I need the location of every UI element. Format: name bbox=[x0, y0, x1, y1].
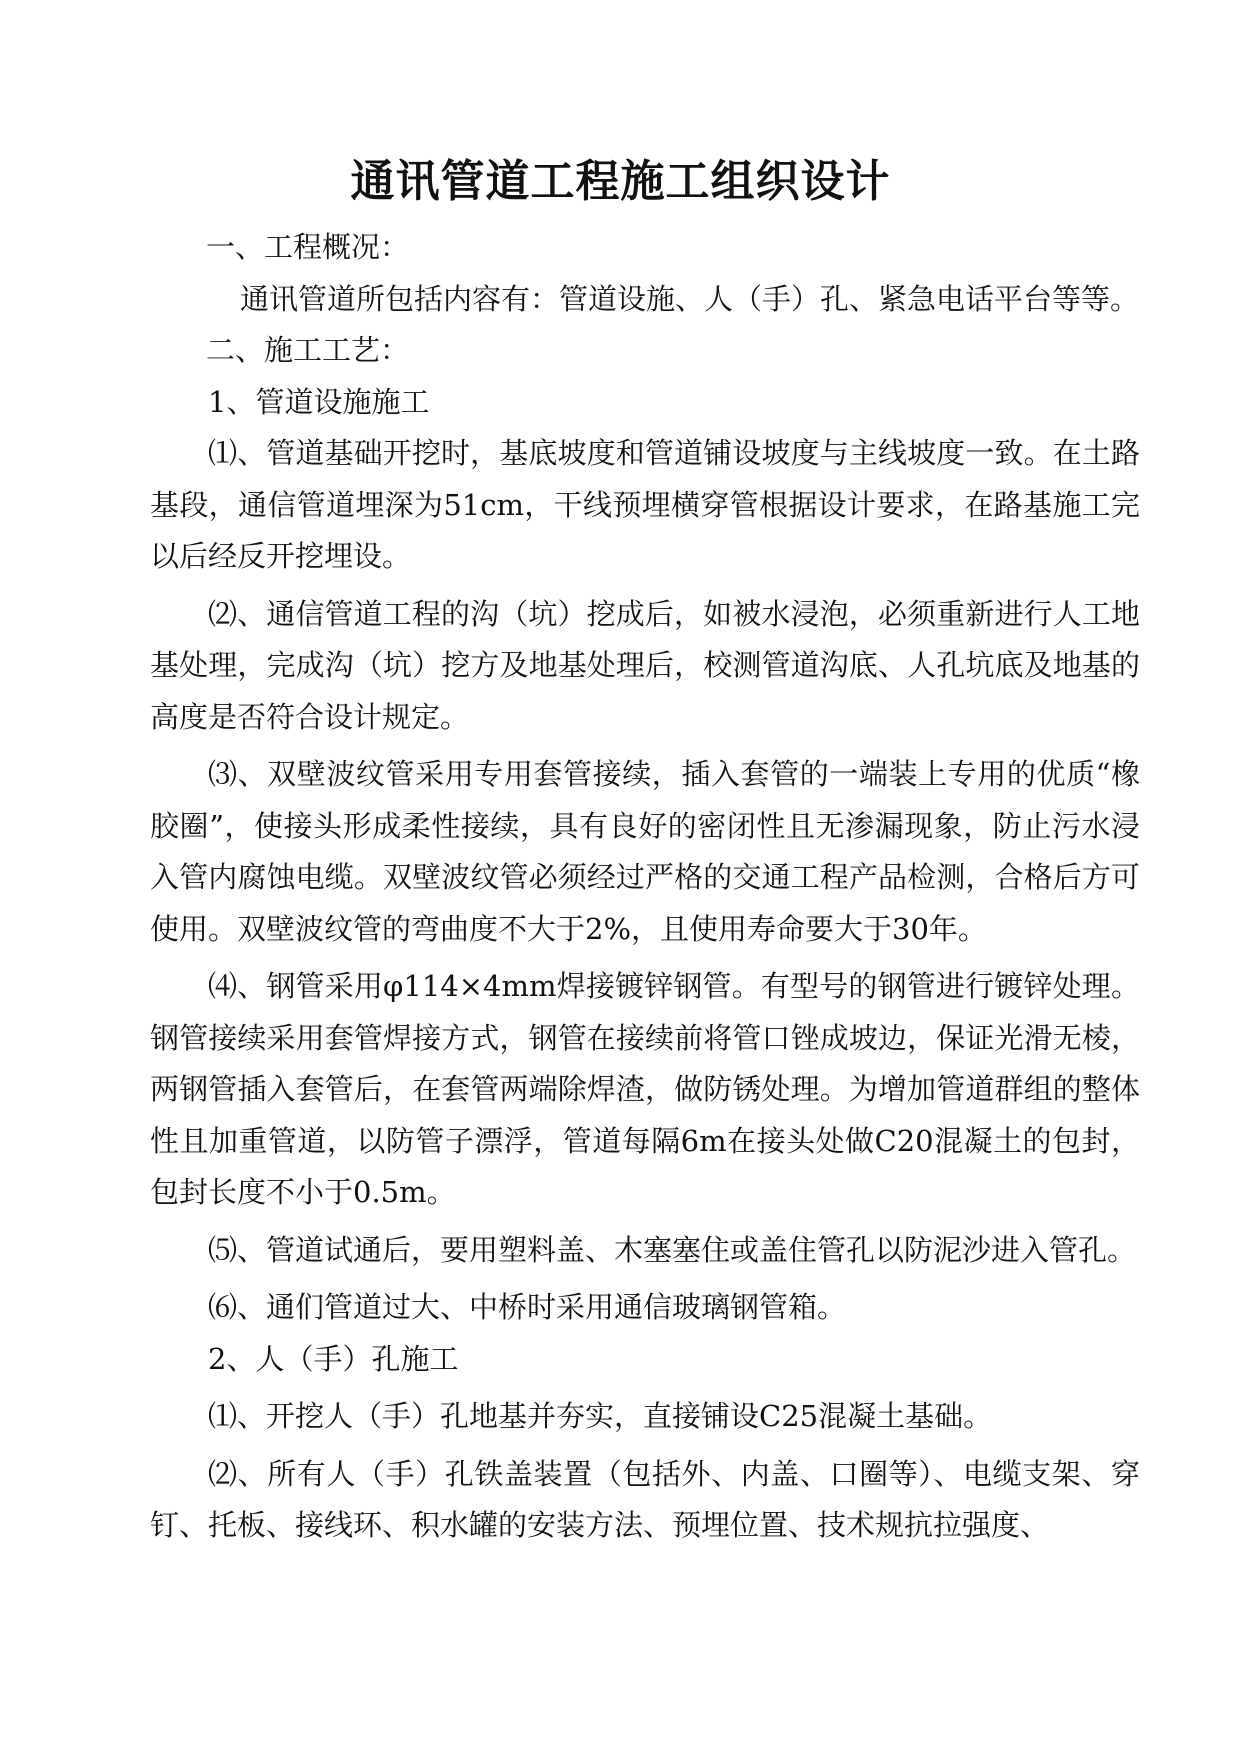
manhole-item-2: ⑵、所有人（手）孔铁盖装置（包括外、内盖、口圈等）、电缆支架、穿钉、托板、接线环、积水罐的安装方法、预埋位置、技术规抗拉强度、 bbox=[150, 1456, 1140, 1542]
pipeline-item-5: ⑸、管道试通后，要用塑料盖、木塞塞住或盖住管孔以防泥沙进入管孔。 bbox=[208, 1232, 1137, 1267]
subsection-heading-manhole: 2、人（手）孔施工 bbox=[208, 1341, 459, 1376]
pipeline-item-1: ⑴、管道基础开挖时，基底坡度和管道铺设坡度与主线坡度一致。在土路基段，通信管道埋深为51cm，干线预埋横穿管根据设计要求，在路基施工完以后经反开挖埋设。 bbox=[150, 436, 1140, 573]
document-body bbox=[150, 222, 1140, 1552]
manhole-item-1: ⑴、开挖人（手）孔地基并夯实，直接铺设C25混凝土基础。 bbox=[208, 1399, 993, 1433]
pipeline-item-2: ⑵、通信管道工程的沟（坑）挖成后，如被水浸泡，必须重新进行人工地基处理，完成沟（坑）挖方及地基处理后，校测管道沟底、人孔坑底及地基的高度是否符合设计规定。 bbox=[150, 596, 1140, 734]
subsection-heading-pipeline: 1、管道设施施工 bbox=[208, 384, 430, 419]
pipeline-item-6: ⑹、通们管道过大、中桥时采用通信玻璃钢管箱。 bbox=[208, 1290, 847, 1324]
section-heading-process: 二、施工工艺： bbox=[206, 333, 410, 367]
section-heading-overview: 一、工程概况： bbox=[206, 230, 410, 264]
pipeline-item-3: ⑶、双壁波纹管采用专用套管接续，插入套管的一端装上专用的优质“橡胶圈”，使接头形成柔性接续，具有良好的密闭性且无渗漏现象，防止污水浸入管内腐蚀电缆。双壁波纹管必须经过严格的交通工程产品检测，合格后方可使用。双壁波纹管的弯曲度不大于2%，且使用寿命要大于30年。 bbox=[150, 757, 1140, 946]
pipeline-item-4: ⑷、钢管采用φ114×4mm焊接镀锌钢管。有型号的钢管进行镀锌处理。钢管接续采用套管焊接方式，钢管在接续前将管口锉成坡边，保证光滑无棱，两钢管插入套管后，在套管两端除焊渣，做防锈处理。为增加管道群组的整体性且加重管道，以防管子漂浮，管道每隔6m在接头处做C20混凝土的包封，包封长度不小于0.5m。 bbox=[150, 969, 1140, 1209]
document-title: 通讯管道工程施工组织设计 bbox=[350, 156, 891, 207]
overview-text: 通讯管道所包括内容有：管道设施、人（手）孔、紧急电话平台等等。 bbox=[240, 281, 1140, 316]
